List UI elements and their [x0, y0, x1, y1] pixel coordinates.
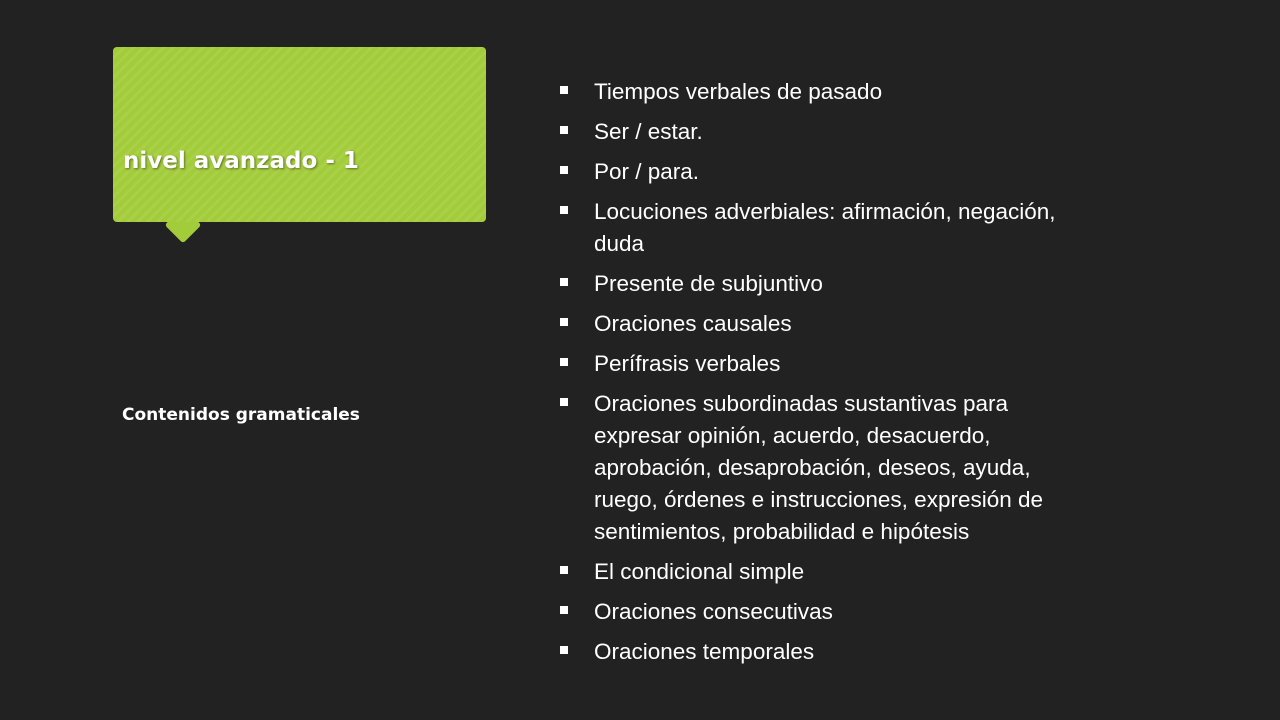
list-item: [560, 596, 1090, 628]
list-item: [560, 388, 1090, 548]
square-bullet-icon: [560, 646, 568, 654]
square-bullet-icon: [560, 166, 568, 174]
list-item-text: Tiempos verbales de pasado: [594, 79, 883, 104]
list-item: [560, 116, 1090, 148]
square-bullet-icon: [560, 86, 568, 94]
square-bullet-icon: [560, 566, 568, 574]
slide-subtitle: Contenidos gramaticales: [122, 405, 360, 425]
list-item-text: Ser / estar.: [594, 119, 703, 144]
square-bullet-icon: [560, 318, 568, 326]
list-item-text: Por / para.: [594, 159, 700, 184]
square-bullet-icon: [560, 126, 568, 134]
square-bullet-icon: [560, 398, 568, 406]
list-item-text: El condicional simple: [594, 559, 805, 584]
list-item: [560, 196, 1090, 260]
list-item-text: Perífrasis verbales: [594, 351, 781, 376]
list-item-text: Locuciones adverbiales: afirmación, negación, duda: [594, 199, 1056, 256]
list-item-text: Oraciones consecutivas: [594, 599, 833, 624]
list-item: [560, 556, 1090, 588]
square-bullet-icon: [560, 606, 568, 614]
square-bullet-icon: [560, 278, 568, 286]
list-item-text: Oraciones subordinadas sustantivas para expresar opinión, acuerdo, desacuerdo, aprobación, desaprobación, deseos, ayuda, ruego, órdenes e instrucciones, expresión de sentimientos, probabilidad e hipótesis: [594, 391, 1044, 544]
content-bullet-list: [560, 76, 1090, 676]
slide-title: nivel avanzado - 1: [123, 148, 359, 174]
list-item-text: Oraciones causales: [594, 311, 792, 336]
list-item: [560, 348, 1090, 380]
square-bullet-icon: [560, 358, 568, 366]
title-callout-box: [113, 47, 486, 222]
list-item: [560, 636, 1090, 668]
square-bullet-icon: [560, 206, 568, 214]
list-item-text: Presente de subjuntivo: [594, 271, 823, 296]
list-item: [560, 76, 1090, 108]
list-item: [560, 268, 1090, 300]
list-item-text: Oraciones temporales: [594, 639, 815, 664]
list-item: [560, 308, 1090, 340]
list-item: [560, 156, 1090, 188]
